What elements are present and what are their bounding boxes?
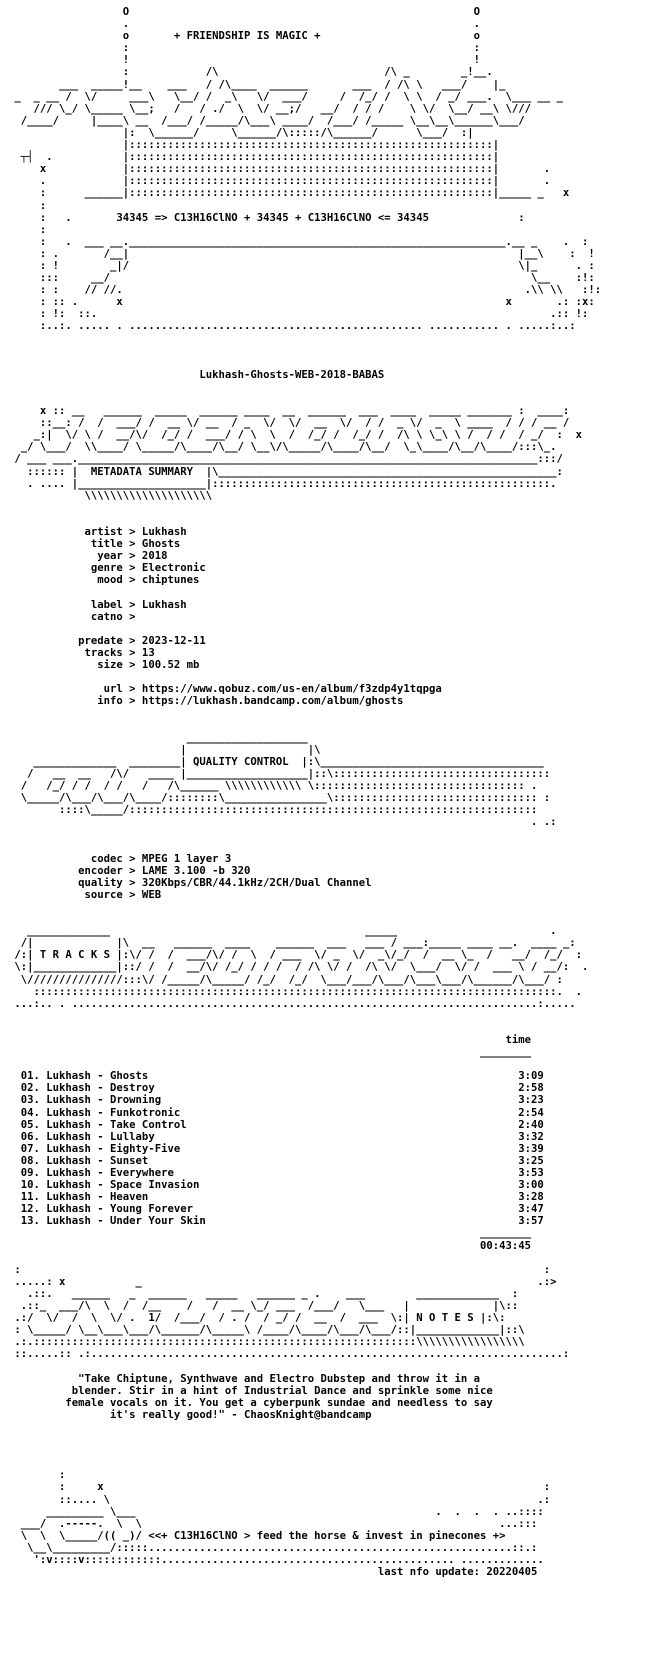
tracks-total-rule: ________ (8, 1227, 531, 1240)
metadata-summary: artist > Lukhash title > Ghosts year > 2018 genre > Electronic mood > chiptunes label > Lukhash catno > predate > 2023-12-11 tracks > 13 size > 100.52 mb url > https://www.qobuz.com/us-en/album/f3zdp4y1tqpga info > https://lukhash.bandcamp.com/album/ghosts (78, 526, 442, 708)
tracks-total-time: 00:43:45 (8, 1239, 531, 1252)
footer-ascii-art: : : x : ::.... \ .: _________ \___ . . . . ..:::: ___/ .-----. \ \ ...::: \ \ \_____/(( _)/ <<+ C13H16ClNO > feed the horse & invest in pinecones +> \__\_________/:::::.........................................................::.: ':v::::v::::::::::::.............................................. ............. (20, 1469, 551, 1566)
tracks-header-rule: ________ (8, 1046, 531, 1059)
tracks-time-header: time (8, 1033, 531, 1046)
quality-control-info: codec > MPEG 1 layer 3 encoder > LAME 3.100 -b 320 quality > 320Kbps/CBR/44.1kHz/2CH/Dual Channel source > WEB (78, 852, 372, 901)
quality-control-banner-art: ___________________ | |\ _____________ ________| QUALITY CONTROL |:\___________________________________ / __ __ /\/ ____ |___________________|::\:::::::::::::::::::::::::::::::::: / /_/ / / / / / /\______ \\\\\\\\\\\\ \::::::::::::::::::::::::::::::::: . \_____/\___/\___/\____/::::::::\________________\:::::::::::::::::::::::::::::::: : ::::\_____/:::::::::::::::::::::::::::::::::::::::::::::::::::::::::::::::: . .: (20, 731, 557, 829)
last-update: last nfo update: 20220405 (8, 1566, 538, 1579)
tracks-banner-art: _____________ _____ . /| |\ __ ______ ____ ______ ___ ___ / ___:_____ ____ __. ____ _: /:| T R A C K S |:\/ / / ___/\/ / \ / ___ \/ _ \/ _\/_/ / __ \_ / __/ /_/ : \:|_____________|::/ / / __/\/ /_/ / / / / /\ \/ / /\ \/ \___/ \/ / ___ \ / __/: . \///////////////:::\/ /_____/\_____/ /_/ /_/ \___/___/\___/\___\___/\______/\___/ : ::::::::::::::::::::::::::::::::::::::::::::::::::::::::::::::::::::::::::::::::::. . ...:.. . .........................................................................:..... (14, 925, 589, 1010)
nfo-document (8, 6, 640, 1578)
header-ascii-art: O O . . o + FRIENDSHIP IS MAGIC + o : : ! ! : /\ /\ _ _!__. ___ _____!__ ___ / /\____ ______ ___ / /\ \ ___/ |_ _ _ __ / \/ ___\ \__/ / _\ \/ ___/ / /_/ / \ \ / _/ ___. \___ __ _ /// \_/ \_____ \__; / / ./ \ \/ __;/ __/ / / / \ \/ \__/ __\ \/// /____/ |____\ __ /___/ /_____/\___\ ____/ /___/ /_____ \__\__\______\___/ |: \______/ \______/\:::::/\______/ \___/ :| |:::::::::::::::::::::::::::::::::::::::::::::::::::::::::| ┬┤ . |:::::::::::::::::::::::::::::::::::::::::::::::::::::::::| x |:::::::::::::::::::::::::::::::::::::::::::::::::::::::::| . . |:::::::::::::::::::::::::::::::::::::::::::::::::::::::::| . : ______|:::::::::::::::::::::::::::::::::::::::::::::::::::::::::|_____ _ x : : . 34345 => C13H16ClNO + 34345 + C13H16ClNO <= 34345 : : : . ___ __.___________________________________________________________.__ _ . : : . /__| |__\ : ! : ! _|/ \|_ . : ::: __/ \__ :!: : : // //. .\\ \\ :!: : :: . x x .: :x: : !: ::. .:: !: :..:. ..... . .............................................. ........... . .....:..: (14, 6, 602, 333)
release-name: Lukhash-Ghosts-WEB-2018-BABAS (8, 368, 385, 381)
metadata-banner-art: x :: __ ______ _____ ______ ____ __ ______ ___ ____ _____ _______ : ____: ::__: / / ___/ / __ \/ __ / _ \/ \/ __ \/ / / _ \/ _ \ ____ / / / __ / _:| \/ \ / __/\/ /_/ / ___/ / \ \ / /_/ / /_/ / /\ \ \_\ \ / / / / _/ : x _/ \___/ \\____/ \_____/\____/\__/ \__\/\_____/\____/\__/ \_\____/\__/\____/:::\_. / ___ ___.________________________________________________________________________:::/ :::::: | METADATA SUMMARY |\_____________________________________________________: . .... |____________________|:::::::::::::::::::::::::::::::::::::::::::::::::::::. \\\\\\\\\\\\\\\\\\\\ (14, 405, 583, 502)
release-notes: "Take Chiptune, Synthwave and Electro Dubstep and throw it in a blender. Stir in a hint of Industrial Dance and sprinkle some nice female vocals on it. You get a cyberpunk sundae and needless to say it's really good!" - ChaosKnight@bandcamp (65, 1372, 493, 1421)
track-list: 01. Lukhash - Ghosts 3:09 02. Lukhash - Destroy 2:58 03. Lukhash - Drowning 3:23 04. Lukhash - Funkotronic 2:54 05. Lukhash - Take Control 2:40 06. Lukhash - Lullaby 3:32 07. Lukhash - Eighty-Five 3:39 08. Lukhash - Sunset 3:25 09. Lukhash - Everywhere 3:53 10. Lukhash - Space Invasion 3:00 11. Lukhash - Heaven 3:28 12. Lukhash - Young Forever 3:47 13. Lukhash - Under Your Skin 3:57 (20, 1070, 544, 1228)
notes-banner-art: : : .....: x _ .:> .::. ______ _ ______ _____ ______ _ . ___ _____________ : .::_ ___/\ \ / /__ / / __ \_/ ___ /___/ \___ | |\:: .:/ \/ / \ \/ . 1/ /___/ / . / / _/ / __ / ___ \:| N O T E S |:\: : \_____/ \__\___\___/\______/\_____\ /____/\____/\___/\___/::|_____________|::\ .:.::::::::::::::::::::::::::::::::::::::::::::::::::::::::::::\\\\\\\\\\\\\\\\\ ::.....:: .:..........................................................................: (14, 1263, 570, 1361)
